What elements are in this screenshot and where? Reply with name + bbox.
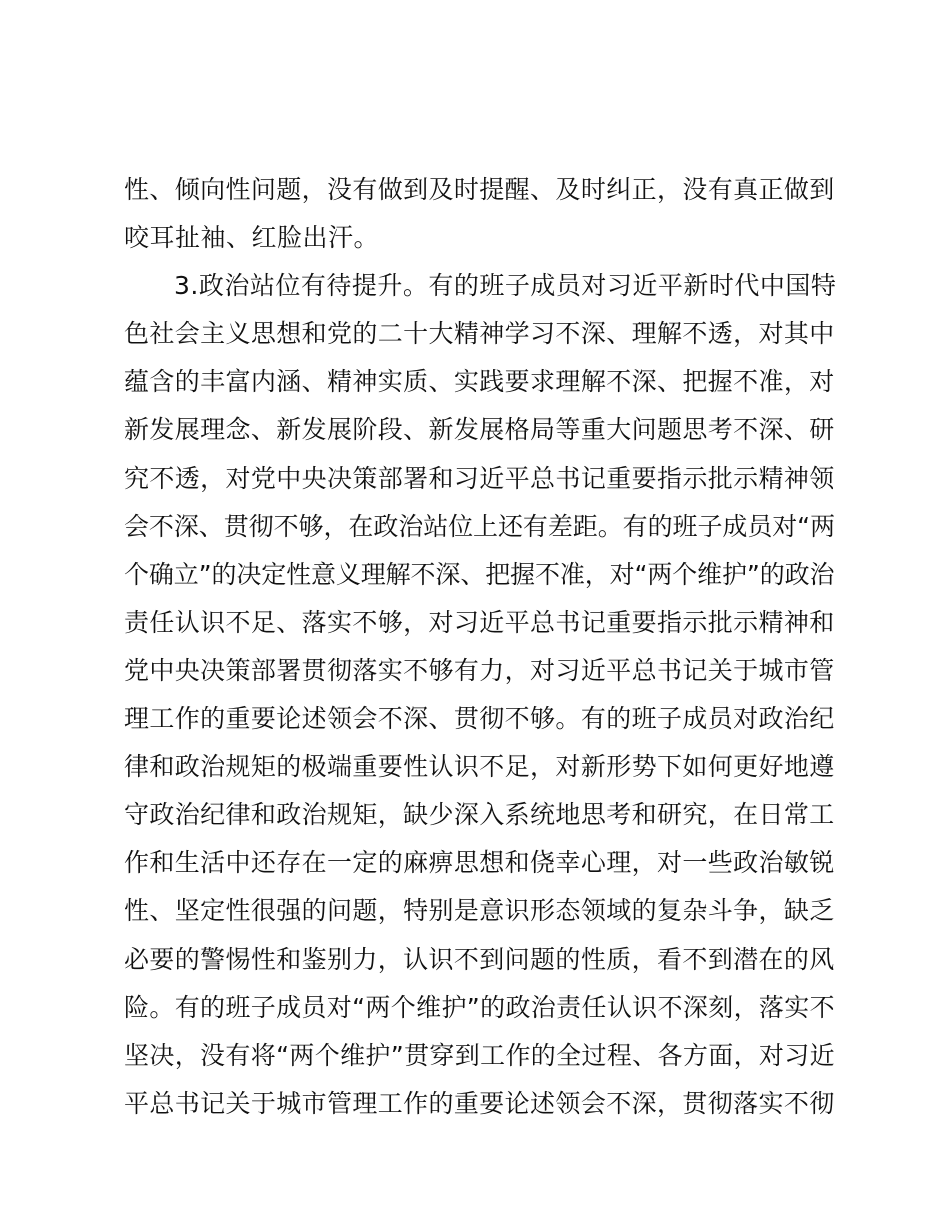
text-line: 责任认识不足、落实不够，对习近平总书记重要指示批示精神和	[124, 607, 835, 637]
text-line: 性、坚定性很强的问题，特别是意识形态领域的复杂斗争，缺乏	[124, 896, 835, 926]
text-line: 坚决，没有将“两个维护”贯穿到工作的全过程、各方面，对习近	[124, 1040, 835, 1070]
text-line: 色社会主义思想和党的二十大精神学习不深、理解不透，对其中	[124, 319, 835, 349]
text-line: 险。有的班子成员对“两个维护”的政治责任认识不深刻，落实不	[124, 992, 835, 1022]
text-line: 作和生活中还存在一定的麻痹思想和侥幸心理，对一些政治敏锐	[124, 848, 835, 878]
text-line: 新发展理念、新发展阶段、新发展格局等重大问题思考不深、研	[124, 415, 835, 445]
text-line: 个确立”的决定性意义理解不深、把握不准，对“两个维护”的政治	[124, 559, 835, 589]
paragraph-heading-line: 3.政治站位有待提升。有的班子成员对习近平新时代中国特	[174, 271, 837, 301]
text-line: 必要的警惕性和鉴别力，认识不到问题的性质，看不到潜在的风	[124, 944, 835, 974]
text-line: 守政治纪律和政治规矩，缺少深入系统地思考和研究，在日常工	[124, 800, 835, 830]
text-line: 蕴含的丰富内涵、精神实质、实践要求理解不深、把握不准，对	[124, 367, 835, 397]
text-line: 咬耳扯袖、红脸出汗。	[124, 223, 380, 253]
text-line: 会不深、贯彻不够，在政治站位上还有差距。有的班子成员对“两	[124, 511, 836, 541]
text-line: 理工作的重要论述领会不深、贯彻不够。有的班子成员对政治纪	[124, 704, 835, 734]
text-line: 党中央决策部署贯彻落实不够有力，对习近平总书记关于城市管	[124, 655, 835, 685]
text-line: 究不透，对党中央决策部署和习近平总书记重要指示批示精神领	[124, 463, 835, 493]
text-line: 性、倾向性问题，没有做到及时提醒、及时纠正，没有真正做到	[124, 175, 835, 204]
text-line: 平总书记关于城市管理工作的重要论述领会不深，贯彻落实不彻	[124, 1088, 835, 1118]
text-line: 律和政治规矩的极端重要性认识不足，对新形势下如何更好地遵	[124, 752, 835, 782]
body-text	[124, 166, 836, 1128]
